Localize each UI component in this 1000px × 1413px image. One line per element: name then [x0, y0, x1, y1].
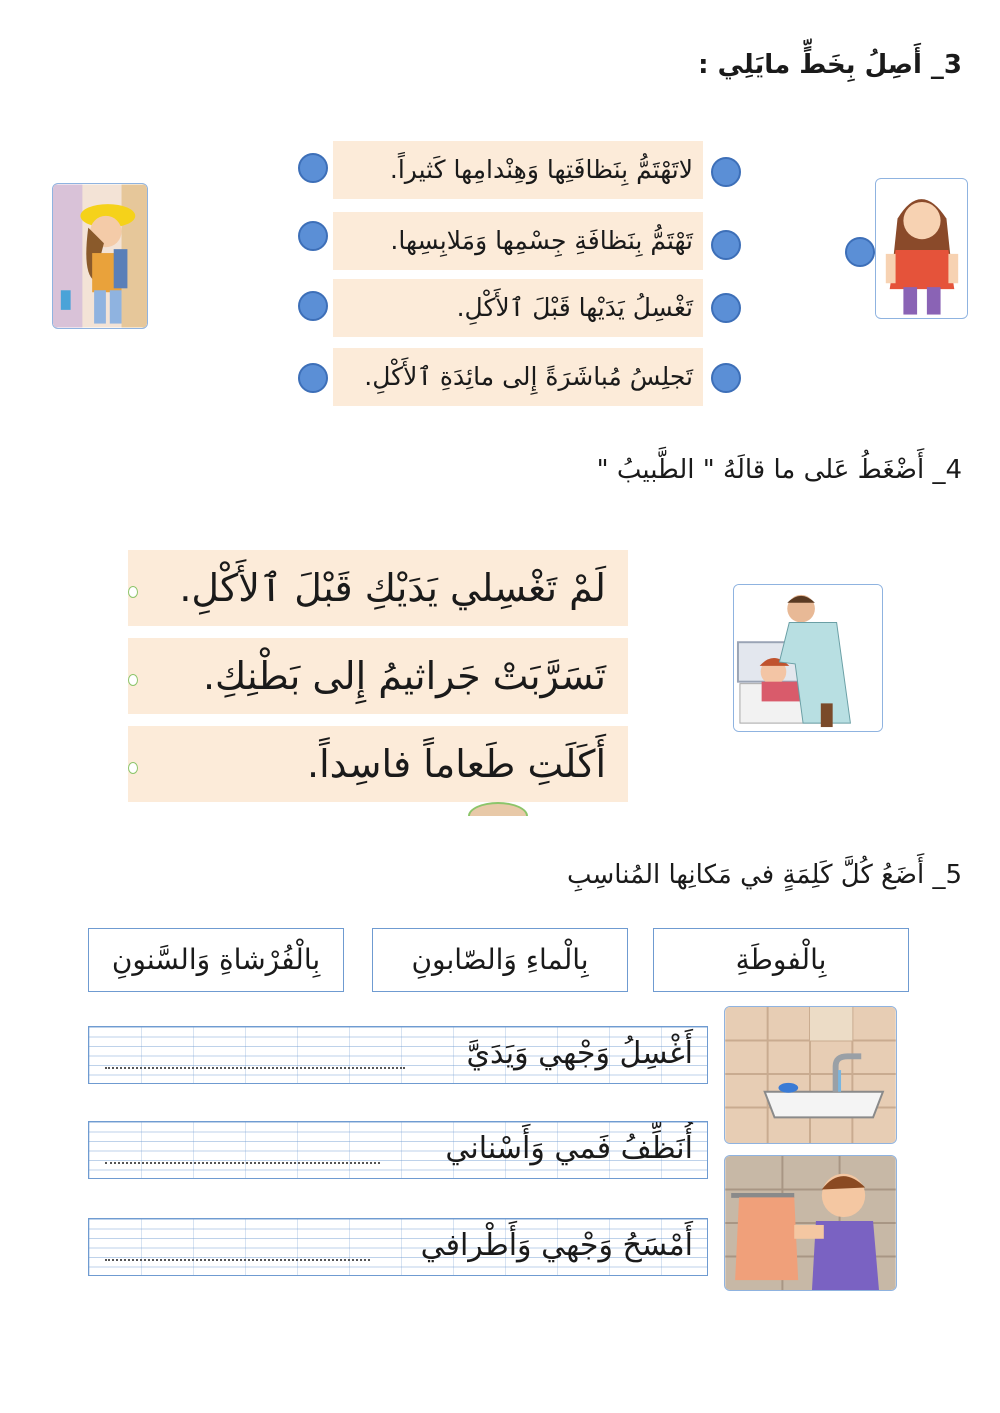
answer-line-2: [88, 1121, 708, 1179]
answer-sentence-3: أَمْسَحُ وَجْهي وَأَطْرافي: [420, 1228, 693, 1263]
connect-dot-left-1[interactable]: [298, 153, 328, 183]
connect-dot-left-3[interactable]: [298, 291, 328, 321]
doctor-option-3[interactable]: أَكَلَتِ طَعاماً فاسِداً.: [128, 726, 628, 802]
towel-boy-illustration: [725, 1156, 896, 1290]
s3-sentence-1: لاتَهْتَمُّ بِنَظافَتِها وَهِنْدامِها كَثيراً.: [333, 141, 703, 199]
answer-line-3: [88, 1218, 708, 1276]
doctor-option-2[interactable]: تَسَرَّبَتْ جَراثيمُ إِلى بَطْنِكِ.: [128, 638, 628, 714]
connect-dot-right-3[interactable]: [711, 293, 741, 323]
answer-sentence-2: أُنَظِّفُ فَمي وَأَسْناني: [445, 1131, 693, 1166]
section4-title: 4_ أَضْغَطُ عَلى ما قالَهُ " الطَّبيبُ ": [596, 455, 962, 485]
word-card-towel[interactable]: بِالْفوطَةِ: [653, 928, 909, 992]
section3-title: 3_ أَصِلُ بِخَطٍّ مايَلِي :: [698, 50, 962, 80]
page-number-badge: [468, 802, 528, 816]
connect-dot-right-4[interactable]: [711, 363, 741, 393]
doctor-patient-illustration: [734, 585, 882, 731]
towel-boy-image: [724, 1155, 897, 1291]
girl-traveler-image: [52, 183, 148, 329]
answer-blank-2[interactable]: [105, 1160, 380, 1164]
connect-dot-girl-right[interactable]: [845, 237, 875, 267]
doctor-patient-image: [733, 584, 883, 732]
girl-red-shirt-image: [875, 178, 968, 319]
answer-line-1: [88, 1026, 708, 1084]
sink-image: [724, 1006, 897, 1144]
connect-dot-left-4[interactable]: [298, 363, 328, 393]
s3-sentence-2: تَهْتَمُّ بِنَظافَةِ جِسْمِها وَمَلابِسِها.: [333, 212, 703, 270]
answer-sentence-1: أَغْسِلُ وَجْهي وَيَدَيَّ: [466, 1036, 693, 1071]
connect-dot-right-2[interactable]: [711, 230, 741, 260]
word-card-brush-toothpaste[interactable]: بِالْفُرْشاةِ وَالسَّنونِ: [88, 928, 344, 992]
s3-sentence-4: تَجلِسُ مُباشَرَةً إِلى مائِدَةِ ٱلأَكْلِ.: [333, 348, 703, 406]
word-card-water-soap[interactable]: بِالْماءِ وَالصّابونِ: [372, 928, 628, 992]
doctor-option-1[interactable]: لَمْ تَغْسِلي يَدَيْكِ قَبْلَ ٱلأَكْلِ.: [128, 550, 628, 626]
connect-dot-left-2[interactable]: [298, 221, 328, 251]
answer-blank-3[interactable]: [105, 1257, 370, 1261]
section5-title: 5_ أَضَعُ كُلَّ كَلِمَةٍ في مَكانِها المُناسِبِ: [566, 860, 962, 890]
s3-sentence-3: تَغْسِلُ يَدَيْها قَبْلَ ٱلأَكْلِ.: [333, 279, 703, 337]
sink-illustration: [725, 1007, 896, 1143]
girl-traveler-illustration: [53, 184, 147, 328]
leaf-mark-3: [128, 762, 138, 774]
connect-dot-right-1[interactable]: [711, 157, 741, 187]
girl-red-shirt-illustration: [876, 179, 967, 318]
answer-blank-1[interactable]: [105, 1065, 405, 1069]
leaf-mark-1: [128, 586, 138, 598]
leaf-mark-2: [128, 674, 138, 686]
